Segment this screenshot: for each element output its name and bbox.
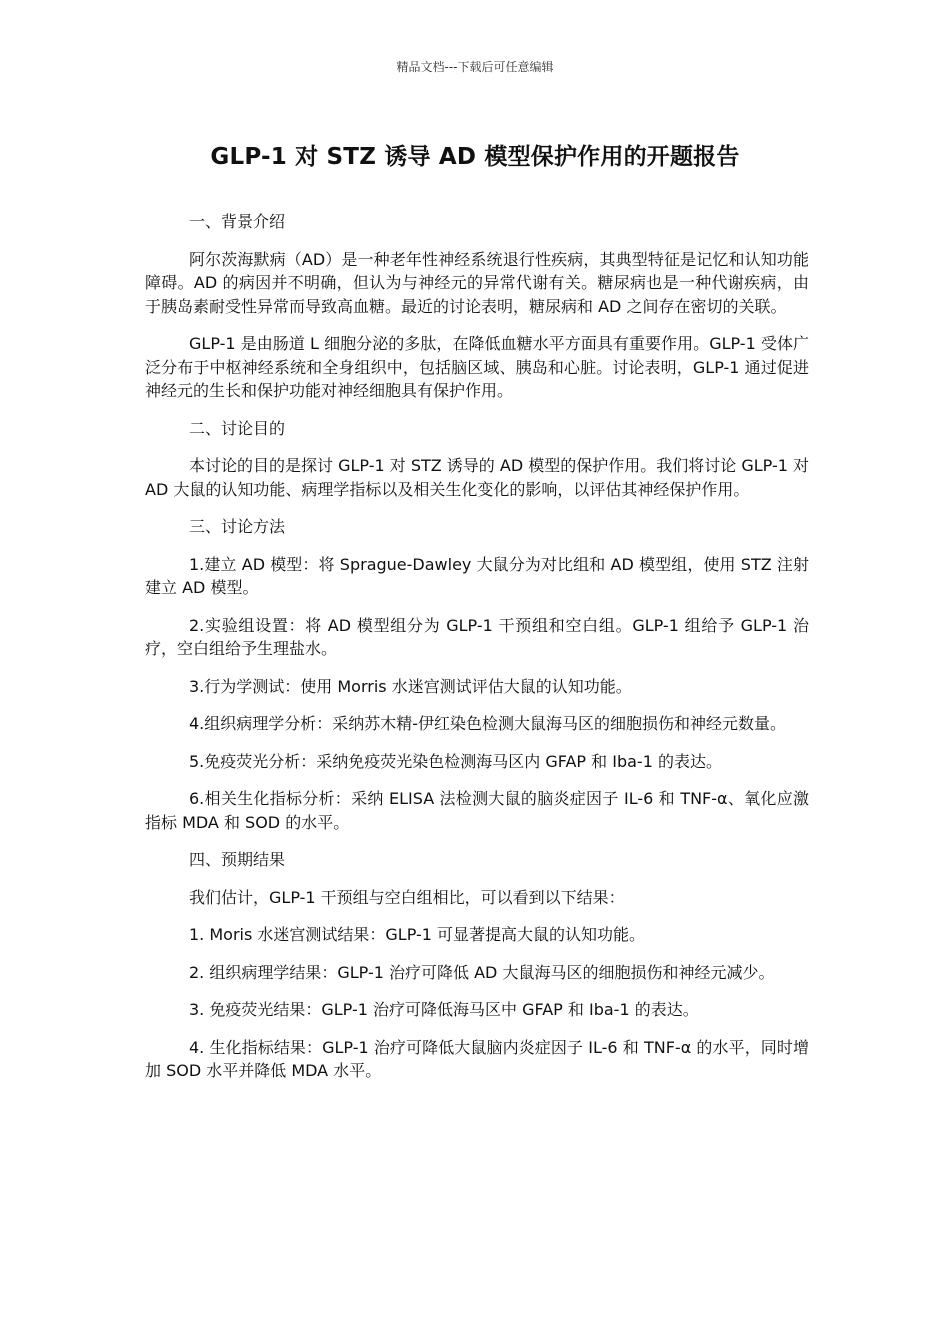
- result-item: 3. 免疫荧光结果：GLP-1 治疗可降低海马区中 GFAP 和 Iba-1 的表达。: [189, 1000, 699, 1019]
- result-item: 1. Moris 水迷宫测试结果：GLP-1 可显著提高大鼠的认知功能。: [189, 925, 646, 944]
- method-item: 2.实验组设置：将 AD 模型组分为 GLP-1 干预组和空白组。GLP-1 组给予 GLP-1 治疗，空白组给予生理盐水。: [145, 615, 809, 658]
- page-header: 精品文档---下载后可任意编辑: [396, 60, 554, 74]
- result-item: 2. 组织病理学结果：GLP-1 治疗可降低 AD 大鼠海马区的细胞损伤和神经元减少。: [189, 962, 775, 982]
- paragraph: 阿尔茨海默病（AD）是一种老年性神经系统退行性疾病，其典型特征是记忆和认知功能障碍。AD 的病因并不明确，但认为与神经元的异常代谢有关。糖尿病也是一种代谢疾病，由于胰岛素耐受性异常而导致高血糖。最近的讨论表明，糖尿病和 AD 之间存在密切的关联。: [145, 249, 809, 316]
- method-item: 6.相关生化指标分析：采纳 ELISA 法检测大鼠的脑炎症因子 IL-6 和 TNF-α、氧化应激指标 MDA 和 SOD 的水平。: [145, 789, 809, 832]
- method-item: 3.行为学测试：使用 Morris 水迷宫测试评估大鼠的认知功能。: [189, 676, 632, 696]
- document-body: [145, 210, 809, 1097]
- section-heading-results: 四、预期结果: [189, 850, 286, 869]
- paragraph: 本讨论的目的是探讨 GLP-1 对 STZ 诱导的 AD 模型的保护作用。我们将讨论 GLP-1 对 AD 大鼠的认知功能、病理学指标以及相关生化变化的影响，以评估其神经保护作用。: [145, 456, 809, 499]
- method-item: 1.建立 AD 模型：将 Sprague-Dawley 大鼠分为对比组和 AD 模型组，使用 STZ 注射建立 AD 模型。: [145, 554, 809, 597]
- paragraph: GLP-1 是由肠道 L 细胞分泌的多肽，在降低血糖水平方面具有重要作用。GLP-1 受体广泛分布于中枢神经系统和全身组织中，包括脑区域、胰岛和心脏。讨论表明，GLP-1 通过促进神经元的生长和保护功能对神经细胞具有保护作用。: [145, 334, 809, 400]
- section-heading-methods: 三、讨论方法: [189, 517, 286, 536]
- method-item: 4.组织病理学分析：采纳苏木精-伊红染色检测大鼠海马区的细胞损伤和神经元数量。: [189, 714, 787, 733]
- results-intro: 我们估计，GLP-1 干预组与空白组相比，可以看到以下结果：: [189, 887, 625, 907]
- section-heading-background: 一、背景介绍: [189, 212, 286, 231]
- section-heading-purpose: 二、讨论目的: [189, 418, 286, 438]
- method-item: 5.免疫荧光分析：采纳免疫荧光染色检测海马区内 GFAP 和 Iba-1 的表达。: [189, 751, 722, 771]
- document-title: GLP-1 对 STZ 诱导 AD 模型保护作用的开题报告: [210, 144, 740, 170]
- result-item: 4. 生化指标结果：GLP-1 治疗可降低大鼠脑内炎症因子 IL-6 和 TNF-α 的水平，同时增加 SOD 水平并降低 MDA 水平。: [145, 1037, 809, 1080]
